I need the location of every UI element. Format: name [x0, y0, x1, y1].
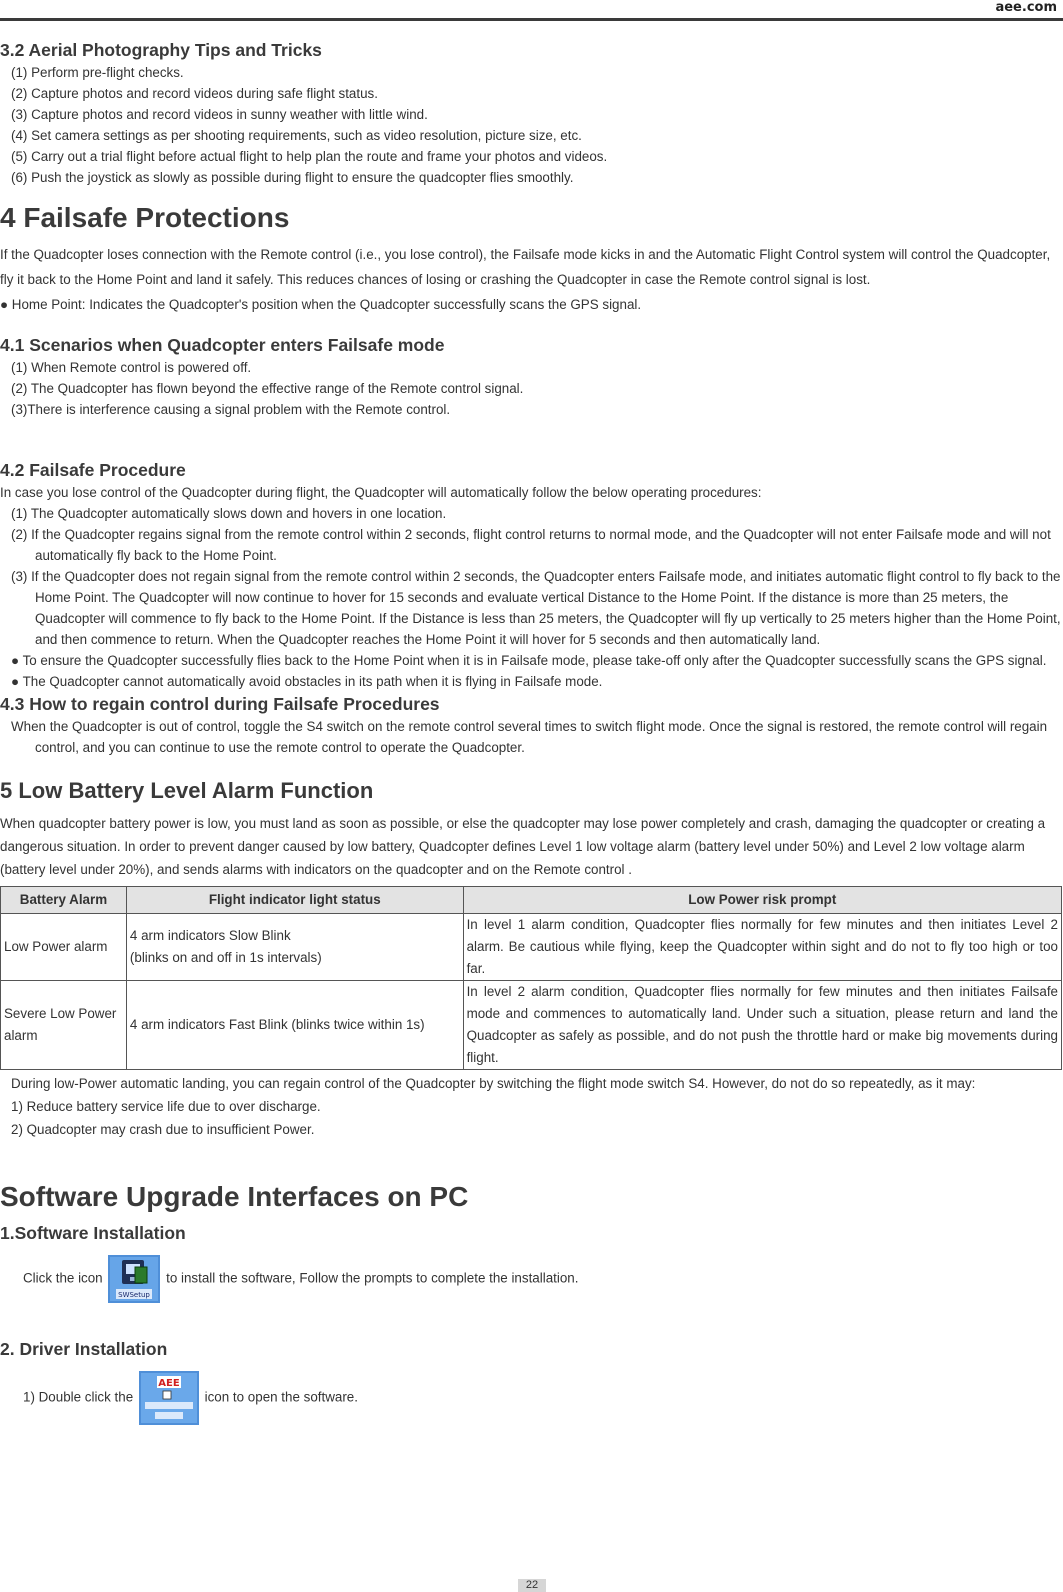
swsetup-setup-icon[interactable] [108, 1255, 160, 1303]
scenario-item: (3)There is interference causing a signal problem with the Remote control. [11, 402, 451, 417]
tip-item: (6) Push the joystick as slowly as possible during flight to ensure the quadcopter flies smoothly. [11, 170, 574, 185]
procedure-note: ● To ensure the Quadcopter successfully flies back to the Home Point when it is in Failsafe mode, please take-off only after the Quadcopter successfully scans the GPS signal. [11, 653, 1047, 668]
section-4-2-title: 4.2 Failsafe Procedure [0, 460, 186, 480]
section-5-title: 5 Low Battery Level Alarm Function [0, 778, 374, 803]
section-5-intro: When quadcopter battery power is low, you must land as soon as possible, or else the quadcopter may lose power completely and crash, damaging the quadcopter or creating a dangerous situation. In order to prevent danger caused by low battery, Quadcopter defines Level 1 low voltage alarm (battery level under 50%) and Level 2 low voltage alarm (battery level under 20%), and sends alarms with indicators on the quadcopter and on the Remote control . [0, 816, 1046, 877]
software-upgrade-title: Software Upgrade Interfaces on PC [0, 1181, 469, 1212]
install-text-after: to install the software, Follow the prompts to complete the installation. [166, 1270, 579, 1286]
section-4-title: 4 Failsafe Protections [0, 202, 290, 233]
indicator-line: 4 arm indicators Slow Blink [129, 928, 291, 943]
risk-item: 1) Reduce battery service life due to over discharge. [11, 1099, 321, 1114]
driver-text-after: icon to open the software. [204, 1389, 358, 1405]
risk-item: 2) Quadcopter may crash due to insufficient Power. [11, 1122, 315, 1137]
risk-cell: In level 1 alarm condition, Quadcopter flies normally for few minutes and then initiates Level 2 alarm. Be cautious while flying, keep the Quadcopter within sight and do not to fly too high or too far. [463, 914, 1061, 981]
alarm-cell: Low Power alarm [1, 914, 127, 981]
driver-text-before: 1) Double click the [23, 1389, 134, 1405]
install-instruction [0, 1255, 1063, 1307]
procedure-item: (2) If the Quadcopter regains signal from the remote control within 2 seconds, flight control returns to normal mode, and the Quadcopter will not enter Failsafe mode and will not automatically fly back to the Home Point. [11, 527, 1051, 563]
driver-installation-title: 2. Driver Installation [0, 1339, 168, 1359]
tip-item: (4) Set camera settings as per shooting requirements, such as video resolution, picture size, etc. [11, 128, 582, 143]
tip-item: (2) Capture photos and record videos during safe flight status. [11, 86, 378, 101]
indicator-line: (blinks on and off in 1s intervals) [129, 950, 322, 965]
procedure-item: (3) If the Quadcopter does not regain signal from the remote control within 2 seconds, the Quadcopter enters Failsafe mode, and initiates automatic flight control to fly back to the Home Point. The Quadcopter will now continue to hover for 15 seconds and evaluate vertical Distance to the Home Point. If the distance is more than 25 meters, the Quadcopter will commence to fly back to the Home Point. If the Distance is less than 25 meters, the Quadcopter will fly up vertically to 25 meters higher than the Home Point, and then commence to return. When the Quadcopter reaches the Home Point it will hover for 5 seconds and then automatically land. [11, 569, 1061, 647]
tip-item: (3) Capture photos and record videos in sunny weather with little wind. [11, 107, 428, 122]
column-header: Low Power risk prompt [463, 887, 1061, 914]
procedure-item: (1) The Quadcopter automatically slows down and hovers in one location. [11, 506, 447, 521]
battery-alarm-table [0, 886, 1062, 1070]
tip-item: (1) Perform pre-flight checks. [11, 65, 184, 80]
alarm-cell: Severe Low Power alarm [1, 981, 127, 1070]
table-row [1, 981, 1062, 1070]
scenario-item: (1) When Remote control is powered off. [11, 360, 252, 375]
risk-cell: In level 2 alarm condition, Quadcopter flies normally for few minutes and then initiates Failsafe mode and commences to automatically land. Under such a situation, please return and land the Quadcopter as safely as possible, and do not push the throttle hard or make big movements during flight. [463, 981, 1061, 1070]
indicator-cell: 4 arm indicators Fast Blink (blinks twice within 1s) [126, 981, 463, 1070]
page-number: 22 [518, 1579, 546, 1592]
regain-control-text: When the Quadcopter is out of control, toggle the S4 switch on the remote control several times to switch flight mode. Once the signal is restored, the remote control will regain control, and you can continue to use the remote control to operate the Quadcopter. [11, 719, 1048, 755]
swsetup-icon-caption: SWSetup [118, 1291, 151, 1299]
aee-firmware-tool-icon[interactable] [139, 1371, 199, 1425]
page-header-bar [0, 0, 1063, 21]
section-4-intro: If the Quadcopter loses connection with the Remote control (i.e., you lose control), the Failsafe mode kicks in and the Automatic Flight Control system will control the Quadcopter, fly it back to the Home Point and land it safely. This reduces chances of losing or crashing the Quadcopter in case the Remote control signal is lost. [0, 247, 1051, 287]
aee-icon-brand: AEE [158, 1378, 180, 1389]
brand-logo-text: aee.com [995, 0, 1057, 15]
driver-instruction [0, 1371, 1063, 1425]
table-row [1, 914, 1062, 981]
low-power-landing-note: During low-Power automatic landing, you can regain control of the Quadcopter by switching the flight mode switch S4. However, do not do so repeatedly, as it may: [11, 1076, 976, 1091]
table-header-row [1, 887, 1062, 914]
section-4-3-title: 4.3 How to regain control during Failsafe Procedures [0, 694, 440, 714]
indicator-cell [126, 914, 463, 981]
home-point-bullet: ● Home Point: Indicates the Quadcopter's position when the Quadcopter successfully scans the GPS signal. [0, 297, 642, 312]
column-header: Flight indicator light status [126, 887, 463, 914]
failsafe-procedure-intro: In case you lose control of the Quadcopter during flight, the Quadcopter will automatically follow the below operating procedures: [0, 485, 762, 500]
section-4-1-title: 4.1 Scenarios when Quadcopter enters Failsafe mode [0, 335, 445, 355]
procedure-note: ● The Quadcopter cannot automatically avoid obstacles in its path when it is flying in Failsafe mode. [11, 674, 603, 689]
scenario-item: (2) The Quadcopter has flown beyond the effective range of the Remote control signal. [11, 381, 524, 396]
software-installation-title: 1.Software Installation [0, 1223, 186, 1243]
install-text-before: Click the icon [23, 1270, 103, 1286]
tip-item: (5) Carry out a trial flight before actual flight to help plan the route and frame your photos and videos. [11, 149, 608, 164]
column-header: Battery Alarm [1, 887, 127, 914]
section-3-2-title: 3.2 Aerial Photography Tips and Tricks [0, 40, 322, 60]
document-page [0, 38, 1063, 1425]
